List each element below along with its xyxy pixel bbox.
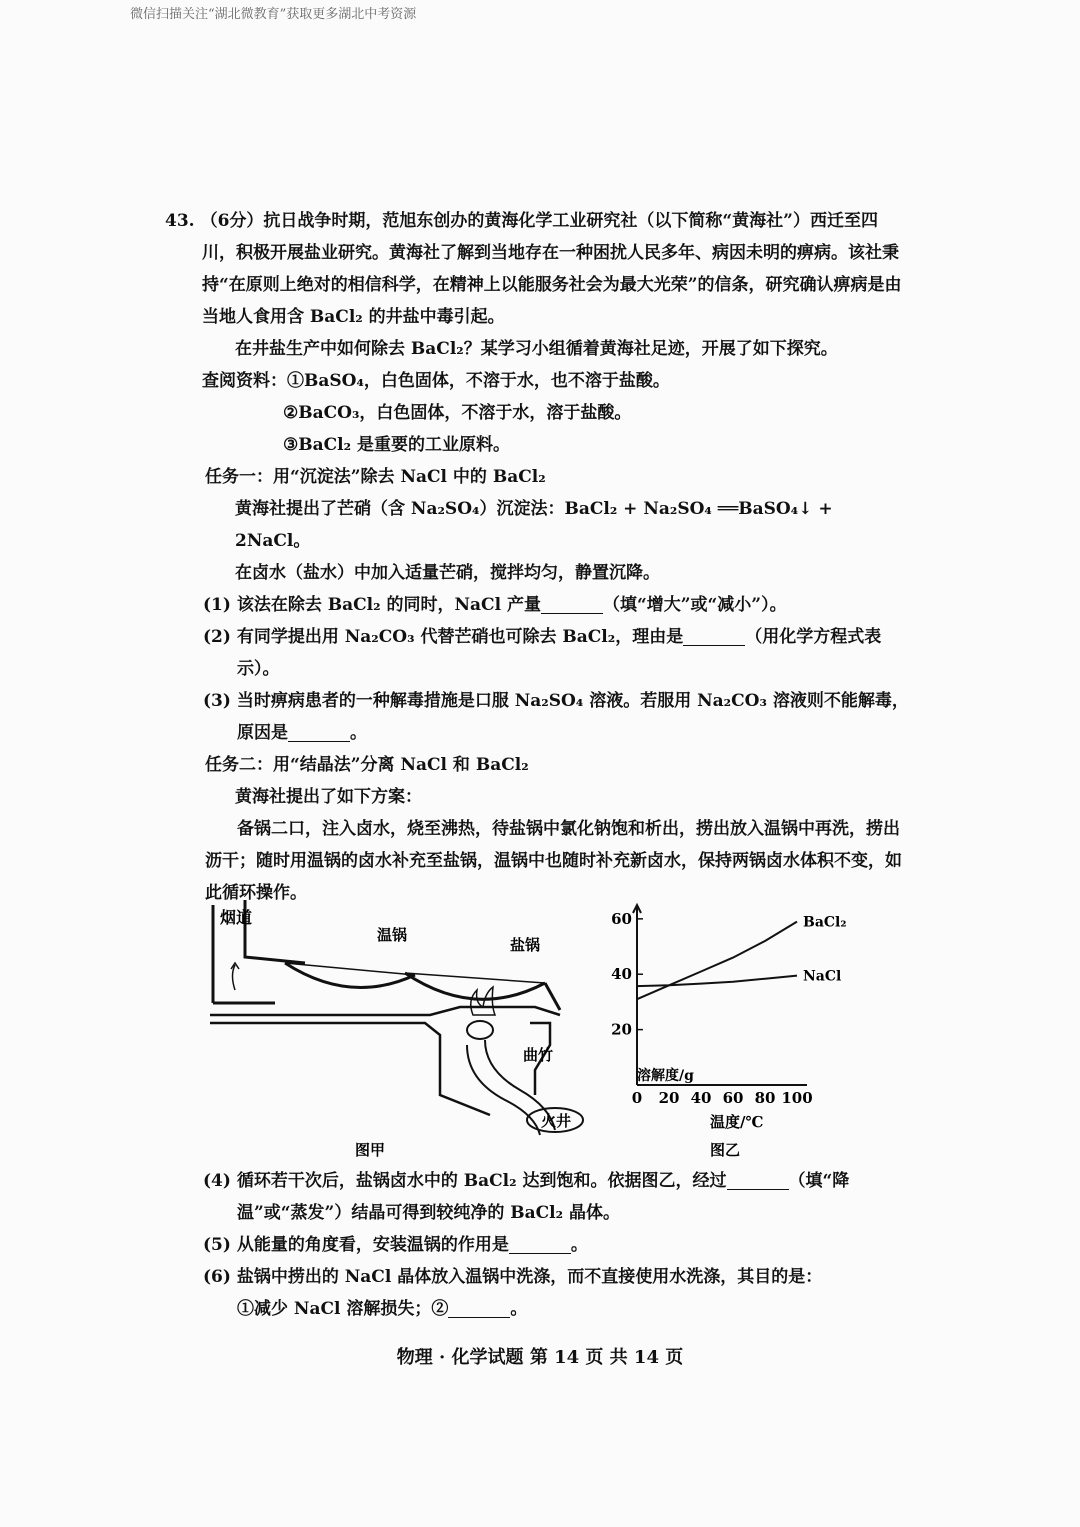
chart-caption: 图乙	[710, 1141, 741, 1159]
question-block	[165, 205, 910, 909]
intro-text: （6分）抗日战争时期，范旭东创办的黄海化学工业研究社（以下简称“黄海社”）西迁至四川，积极开展盐业研究。黄海社了解到当地存在一种困扰人民多年、病因未明的痹病。该社秉持“在原则上绝对的相信科学，在精神上以能服务社会为最大光荣”的信条，研究确认痹病是由当地人食用含 BaCl₂ 的井盐中毒引起。	[200, 211, 902, 327]
q1-hint: （填“增大”或“减小”）。	[602, 595, 787, 615]
label-warm-pot: 温锅	[377, 926, 408, 944]
materials-label: 查阅资料：	[202, 371, 287, 391]
label-fire-well: 火井	[541, 1112, 572, 1130]
ground-line	[210, 1007, 560, 1015]
chart-y-tick-label: 40	[611, 965, 632, 984]
question-block-2	[165, 1165, 910, 1325]
question-6: (6) 盐锅中捞出的 NaCl 晶体放入温锅中洗涤，而不直接使用水洗涤，其目的是：	[203, 1267, 823, 1287]
answer-blank-3[interactable]	[288, 721, 350, 742]
task1-procedure: 在卤水（盐水）中加入适量芒硝，搅拌均匀，静置沉降。	[235, 563, 660, 583]
label-pipe: 曲竹	[523, 1046, 554, 1064]
label-chimney	[219, 908, 252, 927]
stove-right-edge	[545, 983, 560, 1010]
chart-series-label: NaCl	[803, 968, 842, 985]
q6-line-text: ①减少 NaCl 溶解损失；②	[237, 1299, 449, 1319]
task2-title: 任务二：用“结晶法”分离 NaCl 和 BaCl₂	[205, 755, 529, 775]
inquiry-text: 在井盐生产中如何除去 BaCl₂？某学习小组循着黄海社足迹，开展了如下探究。	[235, 339, 838, 359]
pit-wall-left	[210, 1023, 490, 1115]
q2-hint: （用化学方程式表示）。	[237, 627, 882, 679]
label-salt-pot: 盐锅	[510, 936, 541, 954]
question-intro	[165, 205, 910, 333]
answer-blank-4[interactable]	[727, 1169, 789, 1190]
page-footer: 物理 · 化学试题 第 14 页 共 14 页	[396, 1347, 684, 1368]
figure-area	[205, 895, 905, 1165]
answer-blank-5[interactable]	[509, 1233, 571, 1254]
q2-text: (2) 有同学提出用 Na₂CO₃ 代替芒硝也可除去 BaCl₂，理由是	[203, 627, 684, 647]
chart-series-label: BaCl₂	[803, 914, 847, 931]
flame-icon	[471, 987, 495, 1015]
chimney-wall-right	[245, 900, 305, 963]
figure-a-caption: 图甲	[355, 1141, 386, 1159]
q1-text: (1) 该法在除去 BaCl₂ 的同时，NaCl 产量	[203, 595, 541, 615]
materials-line-1	[165, 365, 910, 397]
chart-x-tick-label: 60	[722, 1089, 744, 1107]
task1-title: 任务一：用“沉淀法”除去 NaCl 中的 BaCl₂	[205, 467, 546, 487]
answer-blank-1[interactable]	[541, 593, 603, 614]
q5-text: (5) 从能量的角度看，安装温锅的作用是	[203, 1235, 509, 1255]
chart-ylabel: 溶解度/g	[637, 1068, 694, 1084]
material-item: ②BaCO₃，白色固体，不溶于水，溶于盐酸。	[283, 403, 632, 423]
chart-y-tick-label: 20	[611, 1020, 632, 1039]
chart-y-tick-label: 60	[611, 909, 632, 928]
chart-x-tick-label: 100	[781, 1089, 813, 1107]
question-4	[165, 1165, 910, 1229]
question-2	[165, 621, 910, 685]
task2-intro: 黄海社提出了如下方案：	[235, 787, 422, 807]
question-1	[165, 589, 910, 621]
chart-x-tick-label: 40	[690, 1089, 712, 1107]
q3-text: (3) 当时痹病患者的一种解毒措施是口服 Na₂SO₄ 溶液。若服用 Na₂CO₃ 溶液则不能解毒，原因是	[203, 691, 909, 743]
task1-method: 黄海社提出了芒硝（含 Na₂SO₄）沉淀法：BaCl₂ + Na₂SO₄ ══BaSO₄↓ + 2NaCl。	[235, 499, 833, 551]
salt-pot-body	[405, 973, 545, 999]
chart-xlabel: 温度/℃	[710, 1113, 764, 1131]
chart-series-line	[637, 976, 797, 987]
q4-text: (4) 循环若干次后，盐锅卤水中的 BaCl₂ 达到饱和。依据图乙，经过	[203, 1171, 727, 1191]
task2-text: 备锅二口，注入卤水，烧至沸热，待盐锅中氯化钠饱和析出，捞出放入温锅中再洗，捞出沥干；随时用温锅的卤水补充至盐锅，温锅中也随时补充新卤水，保持两锅卤水体积不变，如此循环操作。	[205, 819, 902, 903]
question-3	[165, 685, 910, 749]
chart-x-tick-label: 20	[658, 1089, 680, 1107]
question-number: 43.	[165, 211, 195, 231]
material-item: ①BaSO₄，白色固体，不溶于水，也不溶于盐酸。	[287, 371, 670, 391]
q6-end: 。	[510, 1299, 528, 1319]
chart-x-tick-label: 80	[754, 1089, 776, 1107]
question-6-line	[165, 1293, 910, 1325]
material-item: ③BaCl₂ 是重要的工业原料。	[283, 435, 510, 455]
chimney-label: 烟道	[220, 908, 253, 927]
answer-blank-6[interactable]	[448, 1297, 510, 1318]
answer-blank-2[interactable]	[683, 625, 745, 646]
burner-mouth	[467, 1021, 493, 1039]
q3-end: 。	[350, 723, 367, 743]
q5-end: 。	[570, 1235, 588, 1255]
q4-hint: （填“降温”或“蒸发”）结晶可得到较纯净的 BaCl₂ 晶体。	[237, 1171, 850, 1223]
page-header: 微信扫描关注“湖北微教育”获取更多湖北中考资源	[130, 7, 417, 22]
warm-pot-body	[285, 963, 415, 988]
chart-x-tick-label: 0	[631, 1089, 643, 1107]
salt-pot-rim	[405, 973, 545, 983]
smoke-arrow	[233, 965, 236, 990]
question-5	[165, 1229, 910, 1261]
chart-series-line	[637, 922, 797, 1000]
